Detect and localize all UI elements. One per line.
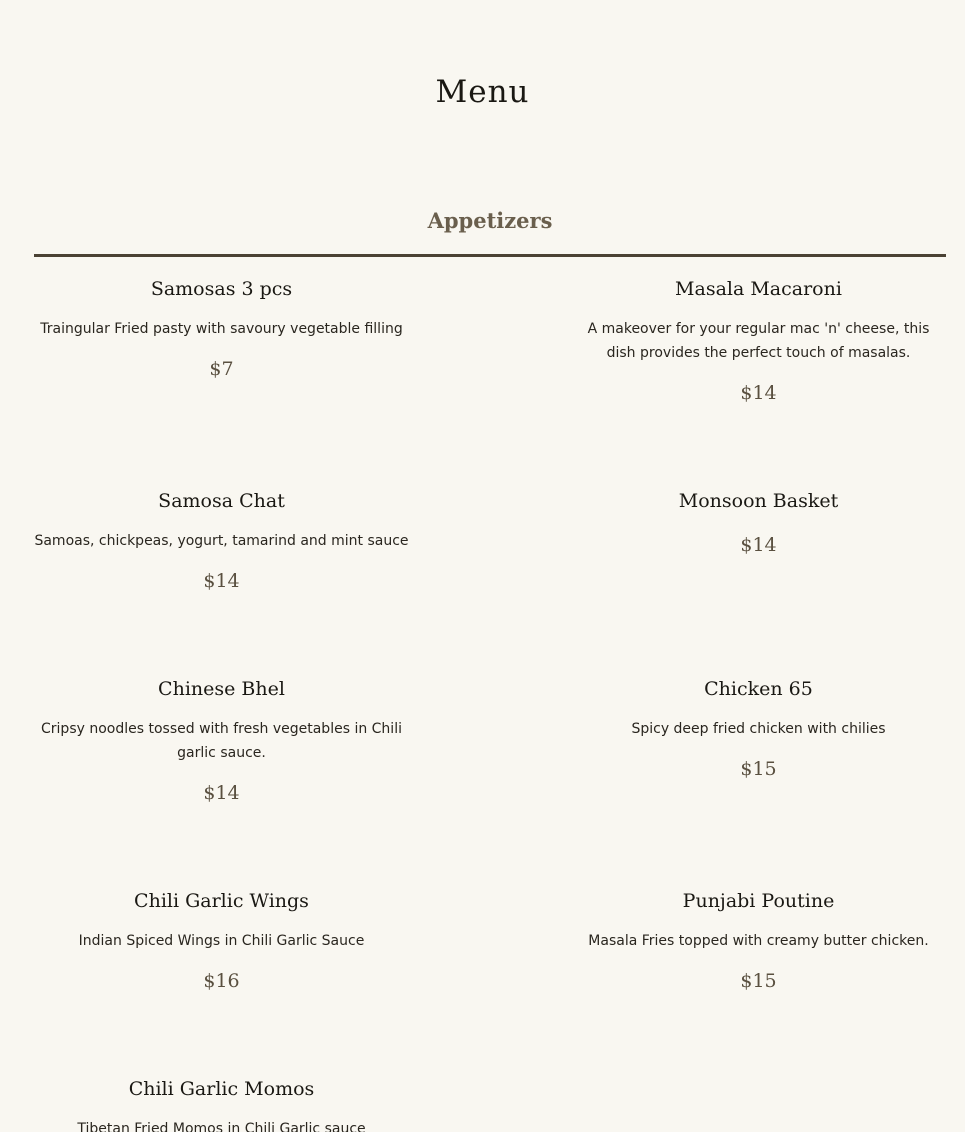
menu-item — [34, 889, 409, 993]
menu-item-price: $16 — [203, 970, 240, 992]
menu-item-name: Chili Garlic Wings — [134, 890, 309, 912]
menu-item-description: Spicy deep fried chicken with chilies — [631, 721, 886, 737]
menu-item-name: Monsoon Basket — [678, 490, 839, 512]
menu-item — [571, 677, 946, 781]
menu-item — [34, 277, 409, 381]
menu-item-description: Indian Spiced Wings in Chili Garlic Sauce — [78, 933, 365, 949]
menu-item-description: Tibetan Fried Momos in Chili Garlic sauce — [77, 1121, 366, 1132]
menu-item-price: $15 — [740, 970, 777, 992]
menu-item — [571, 277, 946, 405]
menu-item — [34, 677, 409, 805]
menu-item-price: $14 — [203, 570, 240, 592]
menu-item-price: $14 — [203, 782, 240, 804]
menu-item-description: Cripsy noodles tossed with fresh vegetables in Chili garlic sauce. — [41, 721, 402, 761]
menu-item-name: Punjabi Poutine — [682, 890, 835, 912]
menu-item-description: Masala Fries topped with creamy butter chicken. — [588, 933, 929, 949]
page-title: Menu — [435, 74, 530, 110]
menu-item-name: Masala Macaroni — [675, 278, 842, 300]
section-divider — [34, 254, 946, 257]
menu-item-name: Chili Garlic Momos — [128, 1078, 315, 1100]
menu-item-description: A makeover for your regular mac 'n' cheese, this dish provides the perfect touch of masalas. — [587, 321, 930, 361]
menu-item-name: Samosa Chat — [158, 490, 285, 512]
menu-item-name: Chicken 65 — [704, 678, 813, 700]
menu-item-description: Samoas, chickpeas, yogurt, tamarind and mint sauce — [34, 533, 409, 549]
menu-item — [34, 1077, 409, 1132]
section-title-appetizers: Appetizers — [427, 208, 553, 233]
menu-item-price: $14 — [740, 382, 777, 404]
menu-item-name: Chinese Bhel — [158, 678, 285, 700]
menu-item-description: Traingular Fried pasty with savoury vegetable filling — [40, 321, 403, 337]
menu-item-price: $15 — [740, 758, 777, 780]
menu-item-price: $14 — [740, 534, 777, 556]
menu-item — [571, 889, 946, 993]
menu-item-name: Samosas 3 pcs — [150, 278, 293, 300]
menu-item — [571, 489, 946, 557]
menu-item-price: $7 — [209, 358, 234, 380]
menu-item — [34, 489, 409, 593]
